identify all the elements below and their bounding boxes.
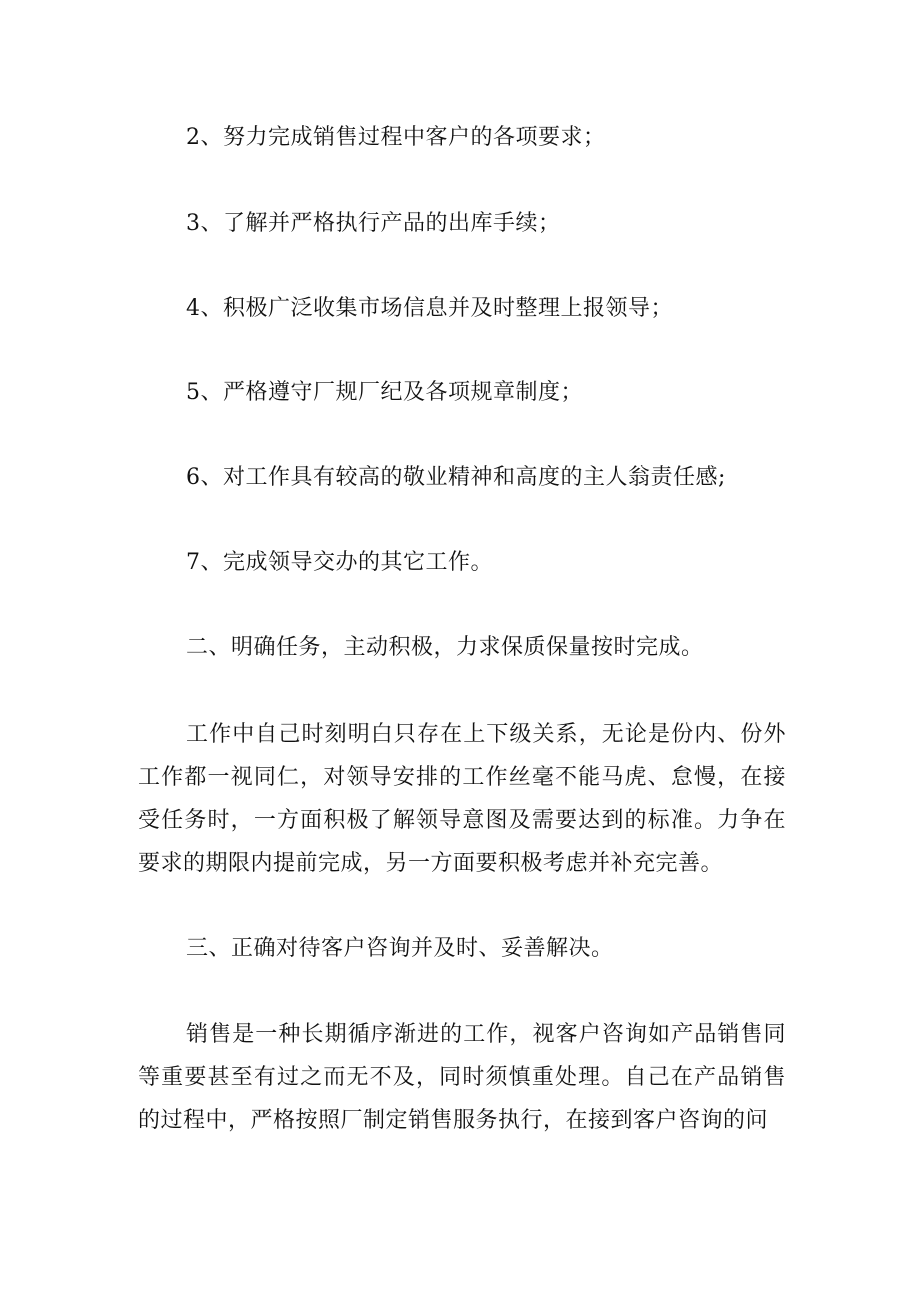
section-body-2: 工作中自己时刻明白只存在上下级关系，无论是份内、份外工作都一视同仁，对领导安排的工作丝毫不能马虎、怠慢，在接受任务时，一方面积极了解领导意图及需要达到的标准。力争在要求的期限内提前完成，另一方面要积极考虑并补充完善。: [138, 722, 786, 876]
section-heading-2: 二、明确任务，主动积极，力求保质保量按时完成。: [186, 635, 704, 660]
section-body-3: 销售是一种长期循序渐进的工作，视客户咨询如产品销售同等重要甚至有过之而无不及，同时须慎重处理。自己在产品销售的过程中，严格按照厂制定销售服务执行，在接到客户咨询的问: [138, 1022, 786, 1133]
list-item-5: 5、严格遵守厂规厂纪及各项规章制度；: [186, 380, 583, 405]
list-item-3: 3、了解并严格执行产品的出库手续；: [186, 211, 561, 236]
list-item-6: 6、对工作具有较高的敬业精神和高度的主人翁责任感;: [186, 465, 726, 490]
list-item-4: 4、积极广泛收集市场信息并及时整理上报领导；: [186, 296, 673, 321]
list-item-7: 7、完成领导交办的其它工作。: [186, 550, 493, 575]
list-item-2: 2、努力完成销售过程中客户的各项要求；: [186, 125, 606, 150]
section-heading-3: 三、正确对待客户咨询并及时、妥善解决。: [186, 936, 614, 961]
